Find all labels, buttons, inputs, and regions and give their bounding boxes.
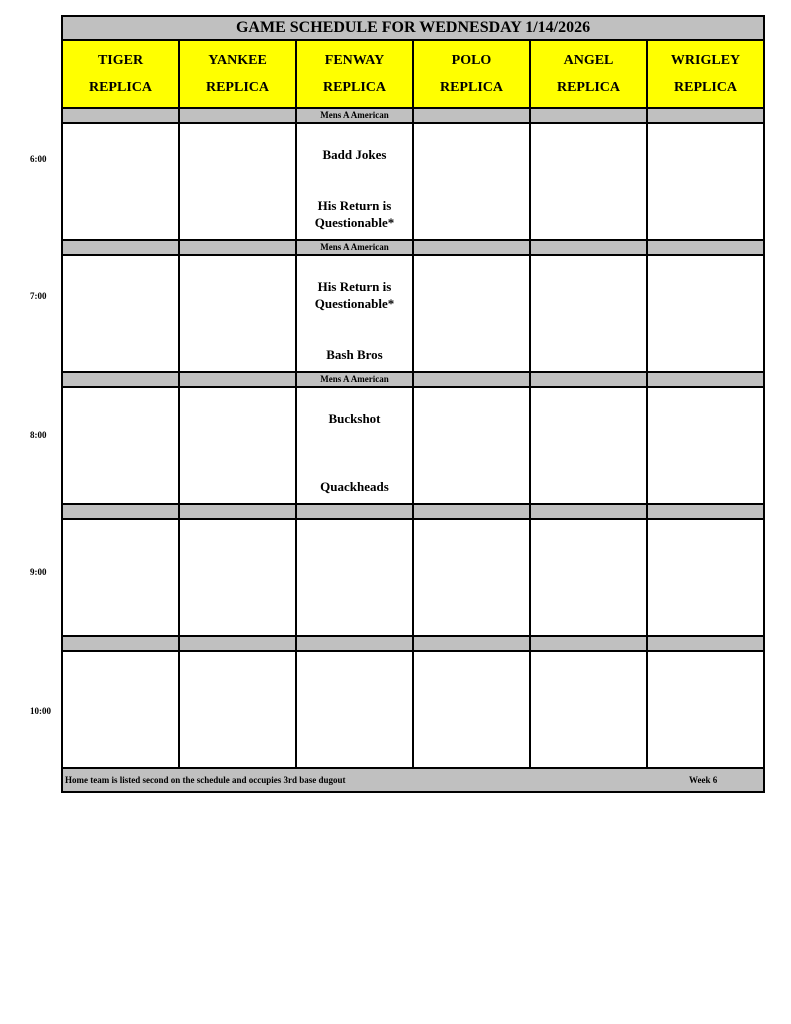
game-cell bbox=[647, 651, 764, 768]
game-cell bbox=[530, 519, 647, 636]
division-label bbox=[413, 372, 530, 387]
game-cell bbox=[62, 387, 179, 504]
game-cell bbox=[413, 255, 530, 372]
game-cell bbox=[179, 651, 296, 768]
game-cell bbox=[179, 519, 296, 636]
time-label: 8:00 bbox=[30, 430, 47, 440]
footer-row bbox=[62, 768, 764, 792]
game-cell bbox=[296, 387, 413, 504]
game-cell bbox=[179, 123, 296, 240]
division-label bbox=[647, 240, 764, 255]
game-row bbox=[62, 387, 764, 504]
game-cell bbox=[62, 651, 179, 768]
division-label bbox=[62, 240, 179, 255]
division-label bbox=[296, 504, 413, 519]
field-header: TIGER REPLICA bbox=[62, 40, 179, 108]
division-label: Mens A American bbox=[296, 372, 413, 387]
home-team: Bash Bros bbox=[326, 347, 383, 362]
division-label bbox=[179, 108, 296, 123]
division-label bbox=[413, 636, 530, 651]
time-label: 9:00 bbox=[30, 567, 47, 577]
game-row bbox=[62, 255, 764, 372]
division-row bbox=[62, 108, 764, 123]
game-cell bbox=[296, 255, 413, 372]
division-label: Mens A American bbox=[296, 108, 413, 123]
game-cell bbox=[179, 387, 296, 504]
division-label bbox=[530, 372, 647, 387]
field-header: POLO REPLICA bbox=[413, 40, 530, 108]
division-label bbox=[413, 108, 530, 123]
division-label bbox=[530, 240, 647, 255]
visiting-team: His Return is Questionable* bbox=[314, 279, 395, 311]
division-label: Mens A American bbox=[296, 240, 413, 255]
division-label bbox=[179, 504, 296, 519]
division-label bbox=[530, 504, 647, 519]
game-cell bbox=[413, 651, 530, 768]
division-label bbox=[62, 636, 179, 651]
footer bbox=[62, 768, 764, 792]
division-label bbox=[647, 636, 764, 651]
game-cell bbox=[296, 123, 413, 240]
game-cell bbox=[179, 255, 296, 372]
game-cell bbox=[647, 123, 764, 240]
field-header-row bbox=[62, 40, 764, 108]
division-row bbox=[62, 372, 764, 387]
game-cell bbox=[647, 255, 764, 372]
division-label bbox=[647, 372, 764, 387]
division-label bbox=[62, 504, 179, 519]
division-label bbox=[530, 636, 647, 651]
visiting-team: Badd Jokes bbox=[322, 147, 387, 162]
game-cell bbox=[647, 519, 764, 636]
game-row bbox=[62, 123, 764, 240]
game-cell bbox=[413, 123, 530, 240]
game-cell bbox=[296, 519, 413, 636]
time-label: 7:00 bbox=[30, 291, 47, 301]
schedule-title: GAME SCHEDULE FOR WEDNESDAY 1/14/2026 bbox=[62, 16, 764, 40]
division-row bbox=[62, 240, 764, 255]
game-row bbox=[62, 519, 764, 636]
division-label bbox=[647, 504, 764, 519]
division-row bbox=[62, 636, 764, 651]
time-column bbox=[0, 0, 62, 1024]
game-cell bbox=[530, 387, 647, 504]
division-label bbox=[296, 636, 413, 651]
division-label bbox=[530, 108, 647, 123]
field-header: YANKEE REPLICA bbox=[179, 40, 296, 108]
division-label bbox=[179, 636, 296, 651]
division-label bbox=[413, 240, 530, 255]
game-cell bbox=[413, 519, 530, 636]
division-label bbox=[62, 108, 179, 123]
division-row bbox=[62, 504, 764, 519]
visiting-team: Buckshot bbox=[328, 411, 381, 426]
division-label bbox=[179, 372, 296, 387]
field-header: WRIGLEY REPLICA bbox=[647, 40, 764, 108]
time-label: 10:00 bbox=[30, 706, 51, 716]
field-header: ANGEL REPLICA bbox=[530, 40, 647, 108]
game-cell bbox=[62, 123, 179, 240]
home-team-note: Home team is listed second on the schedule and occupies 3rd base dugout bbox=[65, 775, 346, 785]
game-cell bbox=[530, 651, 647, 768]
game-cell bbox=[530, 255, 647, 372]
schedule-table bbox=[61, 15, 765, 793]
home-team: Quackheads bbox=[320, 479, 389, 494]
field-header: FENWAY REPLICA bbox=[296, 40, 413, 108]
time-label: 6:00 bbox=[30, 154, 47, 164]
division-label bbox=[179, 240, 296, 255]
game-cell bbox=[62, 255, 179, 372]
week-label: Week 6 bbox=[689, 775, 718, 785]
home-team: His Return is Questionable* bbox=[314, 198, 395, 230]
division-label bbox=[647, 108, 764, 123]
division-label bbox=[413, 504, 530, 519]
game-cell bbox=[530, 123, 647, 240]
game-cell bbox=[413, 387, 530, 504]
game-cell bbox=[296, 651, 413, 768]
division-label bbox=[62, 372, 179, 387]
game-cell bbox=[647, 387, 764, 504]
game-row bbox=[62, 651, 764, 768]
game-cell bbox=[62, 519, 179, 636]
